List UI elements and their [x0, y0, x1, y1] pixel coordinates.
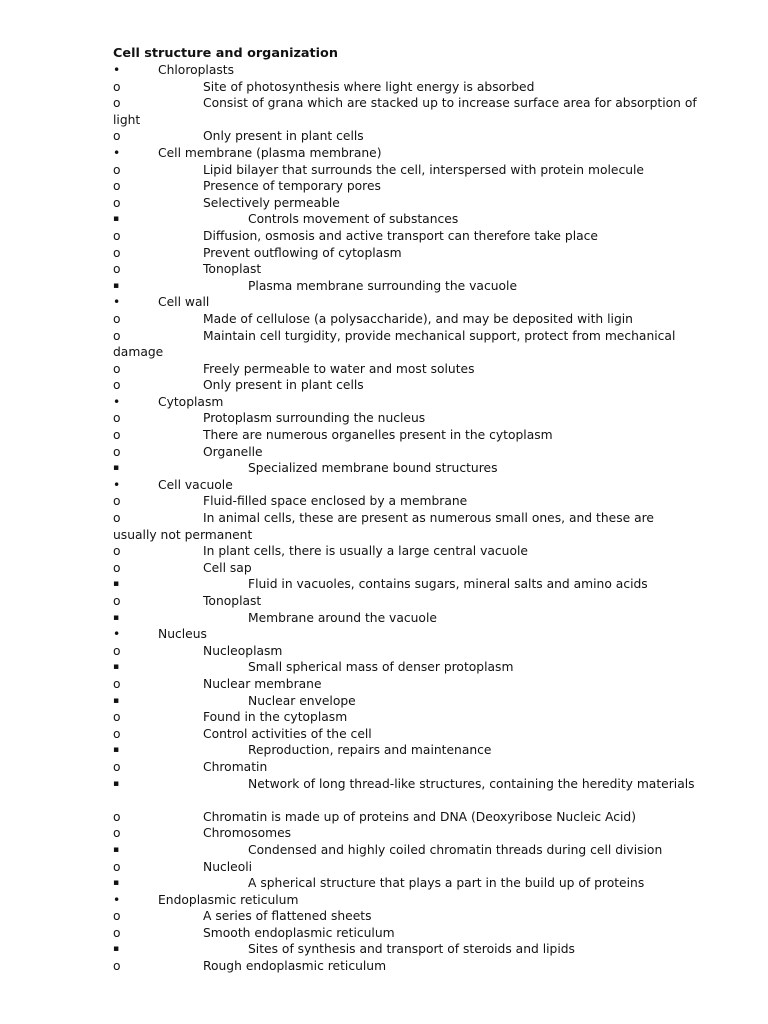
- bullet-icon: •: [113, 892, 121, 907]
- outline-item-level-3: [0, 875, 768, 892]
- outline-item-level-3: [0, 742, 768, 759]
- outline-item-level-3: [0, 460, 768, 477]
- outline-item-text: Made of cellulose (a polysaccharide), and may be deposited with ligin: [203, 311, 633, 326]
- square-bullet-icon: ▪: [113, 745, 120, 756]
- square-bullet-icon: ▪: [113, 579, 120, 590]
- outline-item-level-1: [0, 626, 768, 643]
- outline-item-text: There are numerous organelles present in the cytoplasm: [203, 428, 553, 443]
- square-bullet-icon: ▪: [113, 878, 120, 889]
- outline-item-text: Endoplasmic reticulum: [158, 892, 299, 907]
- outline-item-text: A series of flattened sheets: [203, 909, 372, 924]
- outline-item-text: Chromatin: [203, 759, 268, 774]
- circle-bullet-icon: o: [113, 444, 121, 459]
- outline-item-text: Membrane around the vacuole: [248, 610, 437, 625]
- circle-bullet-icon: o: [113, 378, 121, 393]
- outline-item-text: Rough endoplasmic reticulum: [203, 959, 387, 974]
- outline-item-text: Chromosomes: [203, 826, 292, 841]
- outline-item-text: In animal cells, these are present as numerous small ones, and these are usually not permanent: [113, 511, 654, 542]
- outline-item-level-1: [0, 145, 768, 162]
- circle-bullet-icon: o: [113, 361, 121, 376]
- bullet-icon: •: [113, 145, 121, 160]
- circle-bullet-icon: o: [113, 129, 121, 144]
- outline-item-level-2: [0, 510, 768, 543]
- outline-item-level-2: [0, 261, 768, 278]
- outline-item-text: Nuclear membrane: [203, 676, 322, 691]
- outline-item-text: Control activities of the cell: [203, 726, 372, 741]
- outline-item-level-3: [0, 211, 768, 228]
- outline-item-level-2: [0, 726, 768, 743]
- outline-item-text: Only present in plant cells: [203, 378, 364, 393]
- outline-item-text: Cell vacuole: [158, 477, 233, 492]
- outline-item-level-2: [0, 377, 768, 394]
- outline-item-level-2: [0, 543, 768, 560]
- square-bullet-icon: ▪: [113, 944, 120, 955]
- outline-item-text: Only present in plant cells: [203, 129, 364, 144]
- outline-item-text: In plant cells, there is usually a large central vacuole: [203, 544, 528, 559]
- outline-item-level-2: [0, 361, 768, 378]
- outline-item-level-2: [0, 759, 768, 776]
- outline-item-level-1: [0, 892, 768, 909]
- circle-bullet-icon: o: [113, 262, 121, 277]
- bullet-icon: •: [113, 394, 121, 409]
- outline-item-level-2: [0, 427, 768, 444]
- outline-item-level-2: [0, 128, 768, 145]
- outline-item-level-2: [0, 809, 768, 826]
- circle-bullet-icon: o: [113, 643, 121, 658]
- outline-item-level-3: [0, 610, 768, 627]
- outline-item-text: Cell membrane (plasma membrane): [158, 145, 382, 160]
- outline-item-level-2: [0, 859, 768, 876]
- circle-bullet-icon: o: [113, 494, 121, 509]
- outline-item-text: Presence of temporary pores: [203, 179, 381, 194]
- outline-item-level-3: [0, 842, 768, 859]
- outline-item-level-2: [0, 95, 768, 128]
- outline-item-level-3: [0, 941, 768, 958]
- outline-item-level-2: [0, 311, 768, 328]
- outline-item-level-1: [0, 394, 768, 411]
- outline-item-level-2: [0, 328, 768, 361]
- outline-item-text: Cytoplasm: [158, 394, 224, 409]
- outline-item-text: Nucleus: [158, 627, 207, 642]
- outline-item-level-3: [0, 576, 768, 593]
- outline-item-level-3: [0, 659, 768, 676]
- outline-item-level-2: [0, 560, 768, 577]
- outline-item-level-2: [0, 410, 768, 427]
- outline-item-text: Plasma membrane surrounding the vacuole: [248, 278, 518, 293]
- outline-item-level-2: [0, 245, 768, 262]
- outline-item-level-2: [0, 676, 768, 693]
- outline-item-level-2: [0, 908, 768, 925]
- circle-bullet-icon: o: [113, 959, 121, 974]
- circle-bullet-icon: o: [113, 79, 121, 94]
- outline-item-text: Freely permeable to water and most solutes: [203, 361, 475, 376]
- square-bullet-icon: ▪: [113, 778, 120, 789]
- square-bullet-icon: ▪: [113, 280, 120, 291]
- circle-bullet-icon: o: [113, 560, 121, 575]
- outline-item-level-2: [0, 709, 768, 726]
- outline-item-text: Lipid bilayer that surrounds the cell, interspersed with protein molecule: [203, 162, 645, 177]
- outline-item-text: Tonoplast: [203, 262, 262, 277]
- circle-bullet-icon: o: [113, 245, 121, 260]
- outline-item-text: Fluid-filled space enclosed by a membrane: [203, 494, 468, 509]
- outline-item-text: Condensed and highly coiled chromatin threads during cell division: [248, 842, 663, 857]
- circle-bullet-icon: o: [113, 162, 121, 177]
- outline-item-level-2: [0, 593, 768, 610]
- circle-bullet-icon: o: [113, 544, 121, 559]
- outline-list: [0, 62, 768, 975]
- document-title: Cell structure and organization: [113, 46, 338, 61]
- outline-item-text: Cell sap: [203, 560, 252, 575]
- outline-item-level-1: [0, 294, 768, 311]
- outline-item-text: Specialized membrane bound structures: [248, 461, 498, 476]
- outline-item-level-2: [0, 79, 768, 96]
- bullet-icon: •: [113, 477, 121, 492]
- outline-item-level-2: [0, 925, 768, 942]
- square-bullet-icon: ▪: [113, 612, 120, 623]
- outline-item-text: Organelle: [203, 444, 263, 459]
- bullet-icon: •: [113, 63, 121, 77]
- bullet-icon: •: [113, 627, 121, 642]
- outline-item-text: Prevent outflowing of cytoplasm: [203, 245, 402, 260]
- outline-item-text: Nuclear envelope: [248, 693, 356, 708]
- circle-bullet-icon: o: [113, 411, 121, 426]
- outline-item-level-2: [0, 162, 768, 179]
- outline-item-level-1: [0, 477, 768, 494]
- outline-item-text: Maintain cell turgidity, provide mechanical support, protect from mechanical damage: [113, 328, 676, 360]
- circle-bullet-icon: o: [113, 859, 121, 874]
- outline-item-level-2: [0, 825, 768, 842]
- circle-bullet-icon: o: [113, 311, 121, 326]
- outline-item-level-2: [0, 958, 768, 975]
- outline-item-level-2: [0, 444, 768, 461]
- circle-bullet-icon: o: [113, 195, 121, 210]
- outline-item-text: Sites of synthesis and transport of steroids and lipids: [248, 942, 575, 957]
- circle-bullet-icon: o: [113, 909, 121, 924]
- outline-item-text: A spherical structure that plays a part in the build up of proteins: [248, 876, 645, 891]
- bullet-icon: •: [113, 295, 121, 310]
- circle-bullet-icon: o: [113, 179, 121, 194]
- circle-bullet-icon: o: [113, 759, 121, 774]
- circle-bullet-icon: o: [113, 710, 121, 725]
- circle-bullet-icon: o: [113, 726, 121, 741]
- outline-item-level-3: [0, 278, 768, 295]
- outline-item-text: Protoplasm surrounding the nucleus: [203, 411, 426, 426]
- circle-bullet-icon: o: [113, 328, 121, 343]
- outline-item-text: Nucleoli: [203, 859, 253, 874]
- circle-bullet-icon: o: [113, 809, 121, 824]
- outline-item-text: Reproduction, repairs and maintenance: [248, 743, 492, 758]
- outline-item-text: Small spherical mass of denser protoplasm: [248, 660, 514, 675]
- outline-item-level-3: [0, 693, 768, 710]
- outline-item-text: Nucleoplasm: [203, 643, 283, 658]
- outline-item-text: Fluid in vacuoles, contains sugars, mineral salts and amino acids: [248, 577, 648, 592]
- outline-item-text: Selectively permeable: [203, 195, 340, 210]
- circle-bullet-icon: o: [113, 676, 121, 691]
- outline-item-level-2: [0, 228, 768, 245]
- square-bullet-icon: ▪: [113, 214, 120, 225]
- circle-bullet-icon: o: [113, 594, 121, 608]
- outline-item-level-2: [0, 178, 768, 195]
- circle-bullet-icon: o: [113, 826, 121, 841]
- outline-item-level-3: [0, 776, 768, 809]
- square-bullet-icon: ▪: [113, 844, 120, 855]
- outline-item-text: Smooth endoplasmic reticulum: [203, 925, 395, 940]
- square-bullet-icon: ▪: [113, 463, 120, 474]
- outline-item-level-2: [0, 195, 768, 212]
- outline-item-text: Chloroplasts: [158, 63, 235, 77]
- outline-item-level-1: [0, 62, 768, 79]
- outline-item-level-2: [0, 643, 768, 660]
- outline-item-text: Tonoplast: [203, 594, 262, 608]
- circle-bullet-icon: o: [113, 925, 121, 940]
- outline-item-text: Chromatin is made up of proteins and DNA (Deoxyribose Nucleic Acid): [203, 809, 637, 824]
- outline-item-text: Cell wall: [158, 295, 210, 310]
- outline-item-text: Diffusion, osmosis and active transport can therefore take place: [203, 228, 598, 243]
- square-bullet-icon: ▪: [113, 662, 120, 673]
- outline-item-text: Network of long thread-like structures, containing the heredity materials: [248, 776, 695, 791]
- circle-bullet-icon: o: [113, 511, 121, 526]
- outline-item-text: Consist of grana which are stacked up to increase surface area for absorption of light: [113, 96, 697, 127]
- square-bullet-icon: ▪: [113, 695, 120, 706]
- circle-bullet-icon: o: [113, 428, 121, 443]
- outline-item-text: Site of photosynthesis where light energy is absorbed: [203, 79, 535, 94]
- circle-bullet-icon: o: [113, 228, 121, 243]
- outline-item-text: Found in the cytoplasm: [203, 710, 348, 725]
- outline-item-level-2: [0, 493, 768, 510]
- circle-bullet-icon: o: [113, 96, 121, 111]
- outline-item-text: Controls movement of substances: [248, 212, 459, 227]
